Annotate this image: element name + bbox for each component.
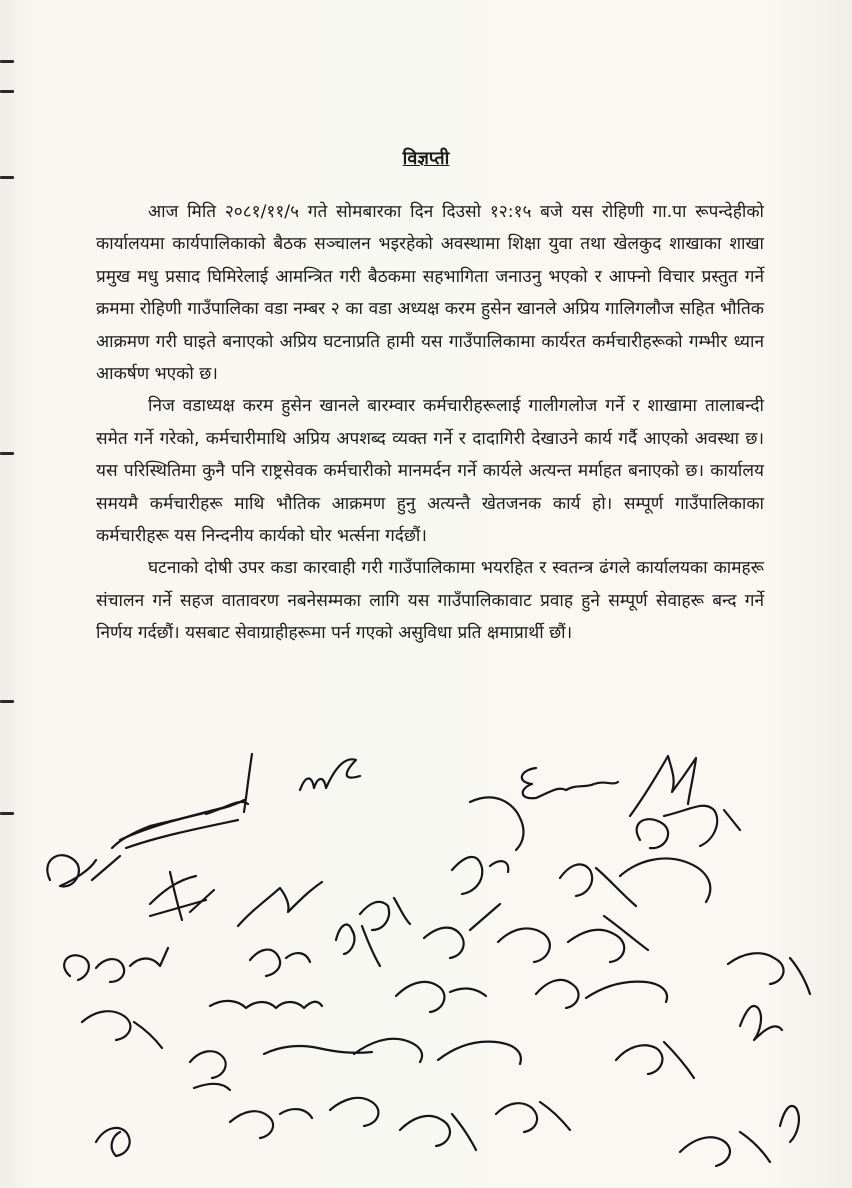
notice-paragraph: आज मिति २०८१/११/५ गते सोमबारका दिन दिउसो १२:१५ बजे यस रोहिणी गा.पा रूपन्देहीको कार्यालयमा कार्यपालिकाको बैठक सञ्चालन भइरहेको अवस्थामा शिक्षा युवा तथा खेलकुद शाखाका शाखा प्रमुख मधु प्रसाद घिमिरेलाई आमन्त्रित गरी बैठकमा सहभागिता जनाउनु भएको र आफ्नो विचार प्रस्तुत गर्ने क्रममा रोहिणी गाउँपालिका वडा नम्बर २ का वडा अध्यक्ष करम हुसेन खानले अप्रिय गालिगलौज सहित भौतिक आक्रमण गरी घाइते बनाएको अप्रिय घटनाप्रति हामी यस गाउँपालिकामा कार्यरत कर्मचारीहरूको गम्भीर ध्यान आकर्षण भएको छ।	[96, 202, 764, 385]
punch-mark	[0, 452, 14, 455]
signature	[64, 948, 168, 982]
signature	[637, 806, 740, 848]
signature	[780, 1106, 799, 1142]
signature	[470, 797, 523, 850]
signature	[210, 1001, 322, 1008]
signature	[120, 802, 248, 848]
signature	[522, 768, 618, 798]
signature	[230, 1109, 312, 1138]
signature	[568, 916, 648, 962]
signature	[400, 1114, 476, 1150]
signature	[560, 864, 636, 906]
signature	[452, 857, 508, 894]
punch-mark	[0, 700, 14, 703]
signature	[740, 1006, 782, 1040]
signature	[630, 756, 696, 816]
notice-paragraph: निज वडाध्यक्ष करम हुसेन खानले बारम्वार कर्मचारीहरूलाई गालीगलोज गर्ने र शाखामा तालाबन्दी समेत गर्ने गरेको, कर्मचारीमाथि अप्रिय अपशब्द व्यक्त गर्ने र दादागिरी देखाउने कार्य गर्दै आएको अवस्था छ। यस परिस्थितिमा कुनै पनि राष्ट्रसेवक कर्मचारीको मानमर्दन गर्ने कार्यले अत्यन्त मर्माहत बनाएको छ। कार्यालय समयमै कर्मचारीहरू माथि भौतिक आक्रमण हुनु अत्यन्तै खेतजनक कार्य हो। सम्पूर्ण गाउँपालिकाका कर्मचारीहरू यस निन्दनीय कार्यको घोर भर्त्सना गर्दछौं।	[96, 396, 764, 547]
signature	[728, 953, 810, 994]
signature	[536, 980, 667, 1008]
signature	[96, 1128, 130, 1156]
signature	[360, 898, 410, 930]
signature	[150, 872, 214, 920]
signature	[496, 1102, 570, 1132]
signatures-area	[0, 730, 852, 1188]
signature	[82, 1011, 162, 1048]
signature	[238, 882, 322, 926]
signature	[354, 1039, 422, 1062]
signature	[620, 858, 710, 902]
signature	[424, 904, 500, 958]
signature	[438, 1042, 521, 1064]
notice-body	[96, 196, 764, 650]
notice-paragraph: घटनाको दोषी उपर कडा कारवाही गरी गाउँपालिकामा भयरहित र स्वतन्त्र ढंगले कार्यालयका कामहरू संचालन गर्ने सहज वातावरण नबनेसम्मका लागि यस गाउँपालिकावाट प्रवाह हुने सम्पूर्ण सेवाहरू बन्द गर्ने निर्णय गर्दछौं। यसबाट सेवाग्राहीहरूमा पर्न गएको असुविधा प्रति क्षमाप्रार्थी छौं।	[96, 558, 764, 644]
signature	[47, 855, 120, 886]
notice-title: विज्ञप्ती	[402, 148, 450, 169]
signature	[498, 928, 550, 962]
signature	[190, 1051, 230, 1090]
punch-mark	[0, 60, 14, 63]
punch-mark	[0, 90, 14, 93]
signature	[300, 759, 360, 790]
signature	[330, 1098, 378, 1126]
signature	[616, 1042, 694, 1078]
signature	[250, 950, 310, 976]
signature	[680, 1132, 770, 1166]
signature	[396, 982, 486, 1012]
punch-mark	[0, 176, 14, 179]
